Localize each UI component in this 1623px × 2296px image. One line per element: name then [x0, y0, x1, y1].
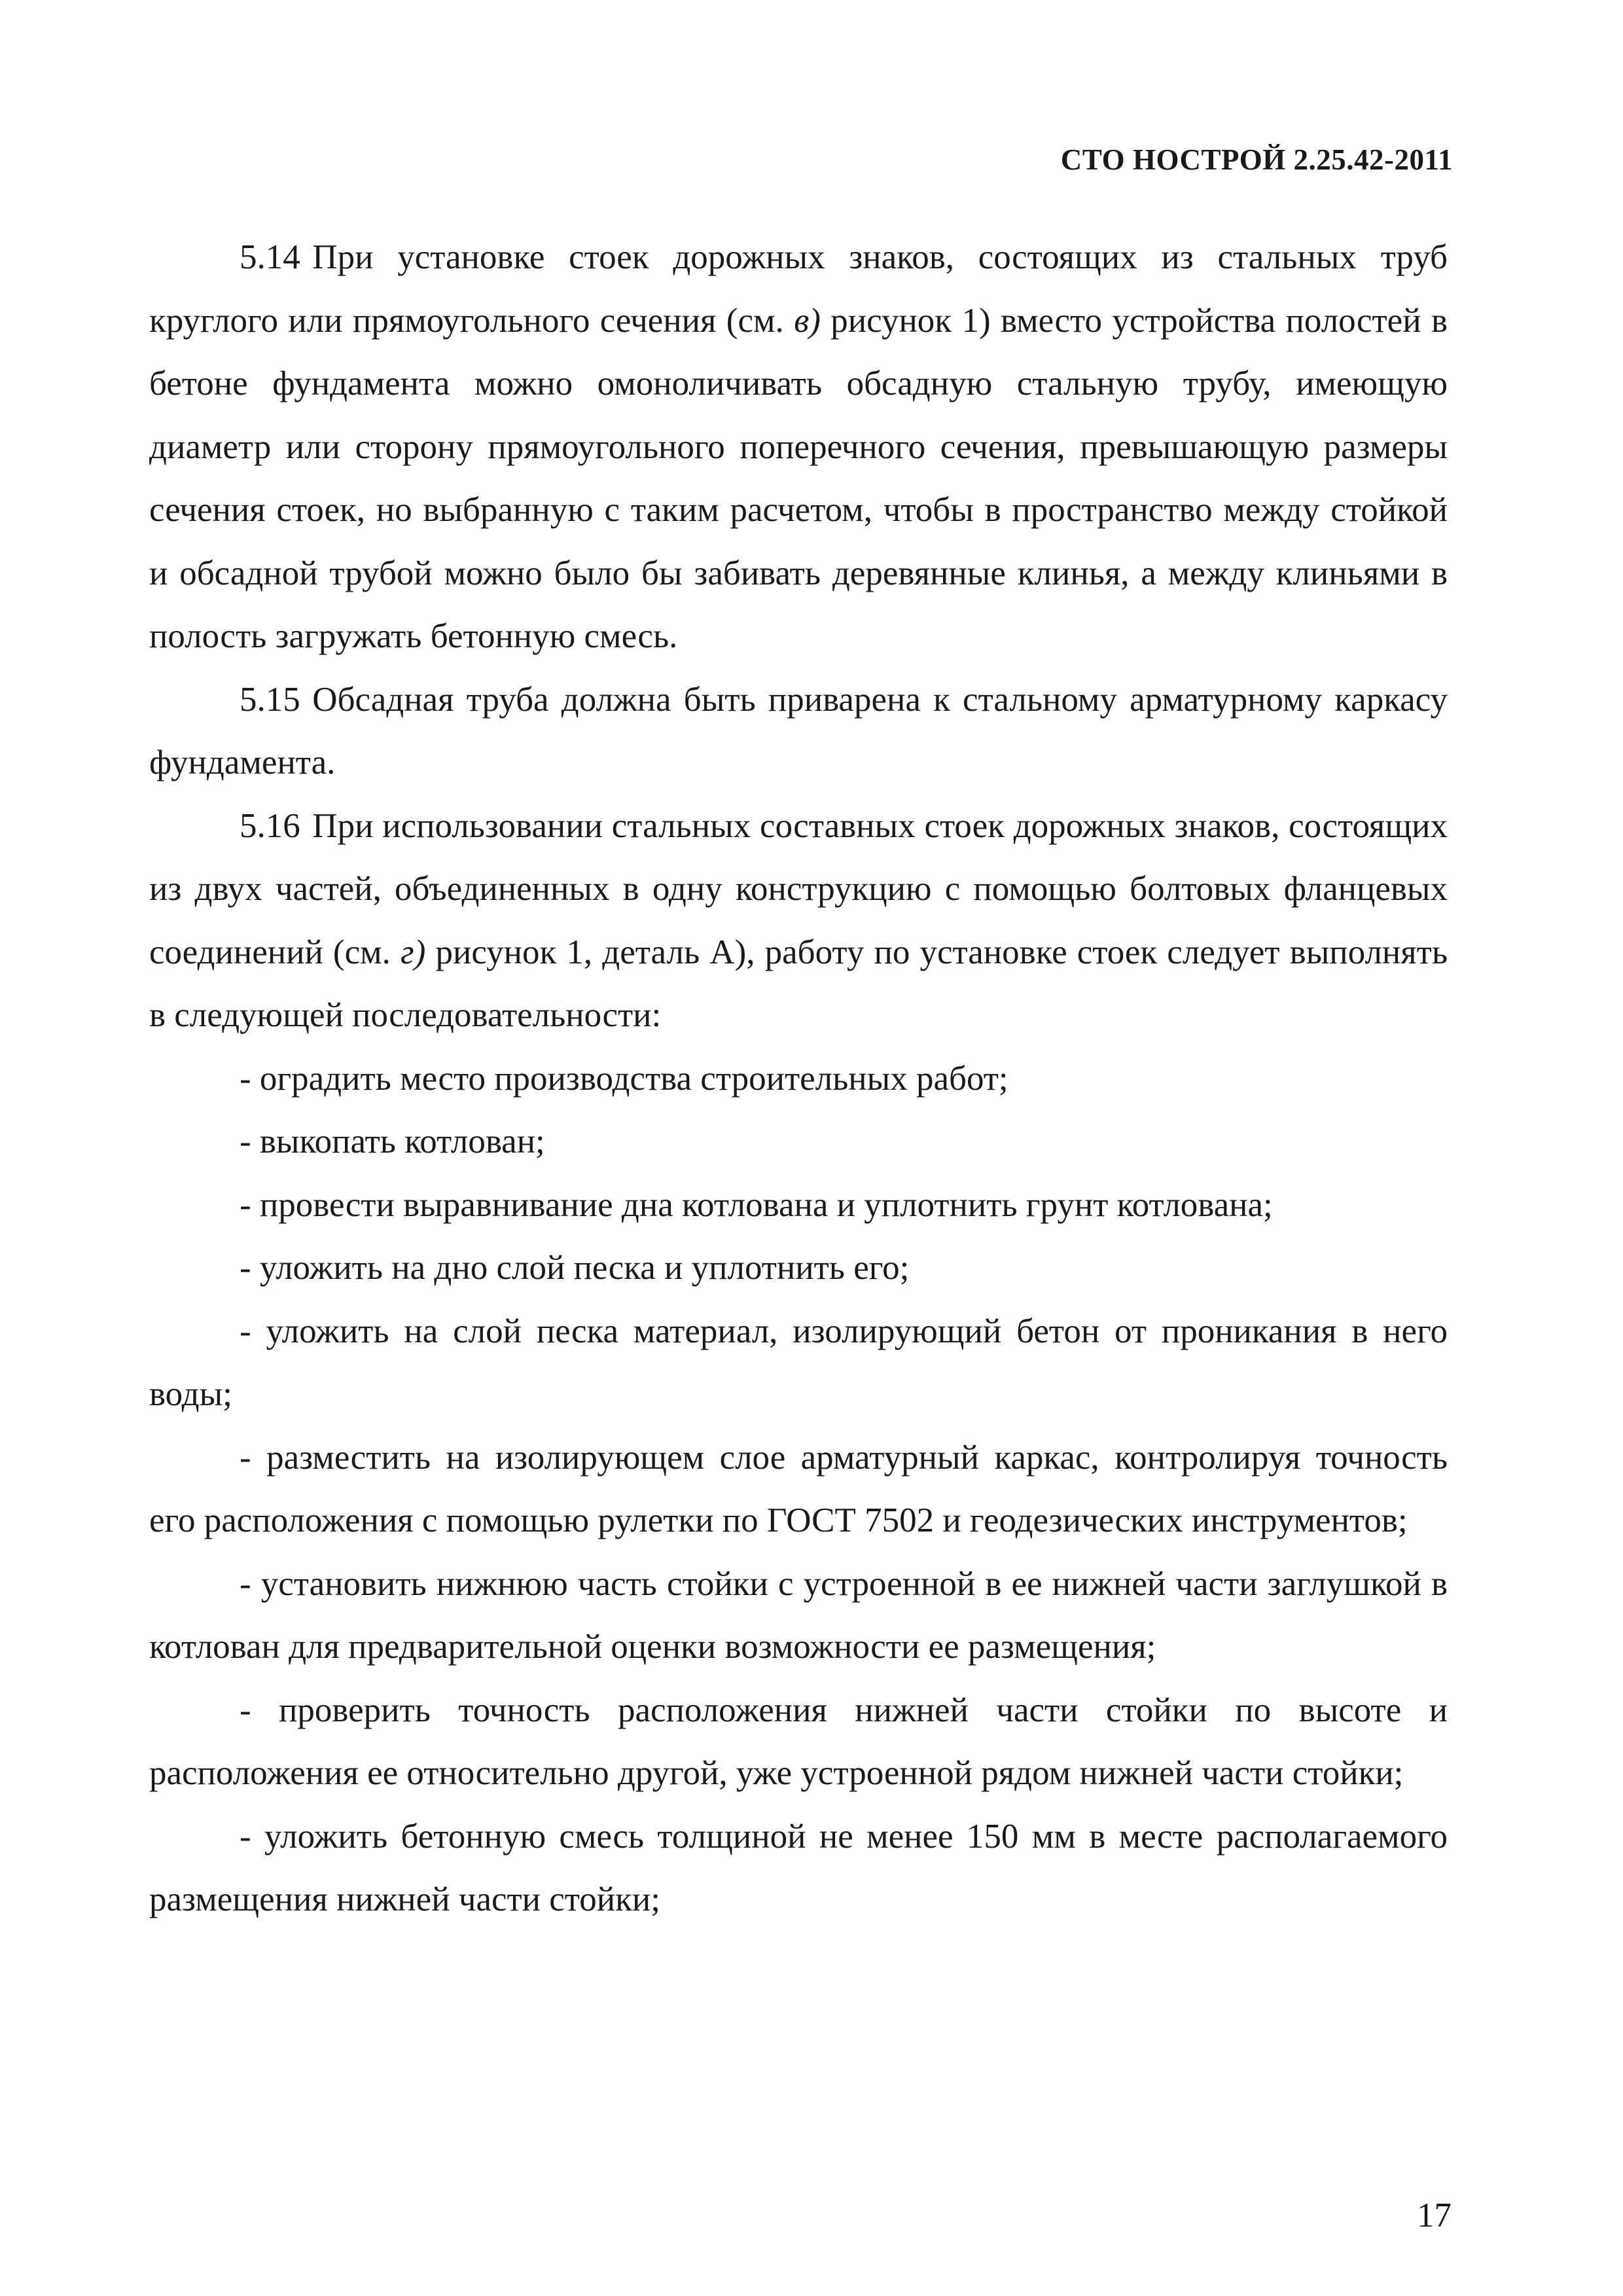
- list-item: - выкопать котлован;: [240, 1122, 545, 1160]
- paragraph-5-16: [149, 795, 1448, 1047]
- figure-reference: г): [401, 933, 426, 971]
- list-item: - уложить бетонную смесь толщиной не менее 150 мм в месте располагаемого размещения нижней части стойки;: [149, 1817, 1448, 1918]
- paragraph-text: При установке стоек дорожных знаков, состоящих из стальных труб круглого или прямоугольного сечения (см.: [149, 238, 1448, 340]
- list-item: - установить нижнюю часть стойки с устроенной в ее нижней части заглушкой в котлован для предварительной оценки возможности ее размещения;: [149, 1564, 1448, 1666]
- paragraph-5-14: [149, 226, 1448, 668]
- list-item: - разместить на изолирующем слое арматурный каркас, контролируя точность его расположения с помощью рулетки по ГОСТ 7502 и геодезических инструментов;: [149, 1438, 1448, 1539]
- paragraph-text: Обсадная труба должна быть приварена к стальному арматурному каркасу фундамента.: [149, 680, 1448, 781]
- list-item: - проверить точность расположения нижней части стойки по высоте и расположения ее относительно другой, уже устроенной рядом нижней части стойки;: [149, 1691, 1448, 1792]
- figure-reference: в): [794, 301, 821, 340]
- paragraph-number: 5.16: [240, 806, 300, 845]
- paragraph-number: 5.15: [240, 680, 300, 719]
- list-item: - уложить на дно слой песка и уплотнить его;: [240, 1249, 910, 1287]
- paragraph-text: рисунок 1, деталь А), работу по установке стоек следует выполнять в следующей последовательности:: [149, 933, 1448, 1034]
- page-number: 17: [1417, 2197, 1452, 2234]
- document-code-header: СТО НОСТРОЙ 2.25.42-2011: [1060, 143, 1453, 176]
- document-body: [149, 226, 1448, 1931]
- paragraph-5-15: [149, 668, 1448, 795]
- paragraph-number: 5.14: [240, 238, 300, 276]
- paragraph-text: рисунок 1) вместо устройства полостей в бетоне фундамента можно омоноличивать обсадную стальную трубу, имеющую диаметр или сторону прямоугольного поперечного сечения, превышающую размеры сечения стоек, но выбранную с таким расчетом, чтобы в пространство между стойкой и обсадной трубой можно было бы забивать деревянные клинья, а между клиньями в полость загружать бетонную смесь.: [149, 301, 1448, 655]
- list-item: - уложить на слой песка материал, изолирующий бетон от проникания в него воды;: [149, 1312, 1448, 1413]
- list-item: - провести выравнивание дна котлована и уплотнить грунт котлована;: [240, 1185, 1273, 1224]
- paragraph-text: При использовании стальных составных стоек дорожных знаков, состоящих из двух частей, объединенных в одну конструкцию с помощью болтовых фланцевых соединений (см.: [149, 806, 1448, 971]
- list-item: - оградить место производства строительных работ;: [240, 1059, 1008, 1098]
